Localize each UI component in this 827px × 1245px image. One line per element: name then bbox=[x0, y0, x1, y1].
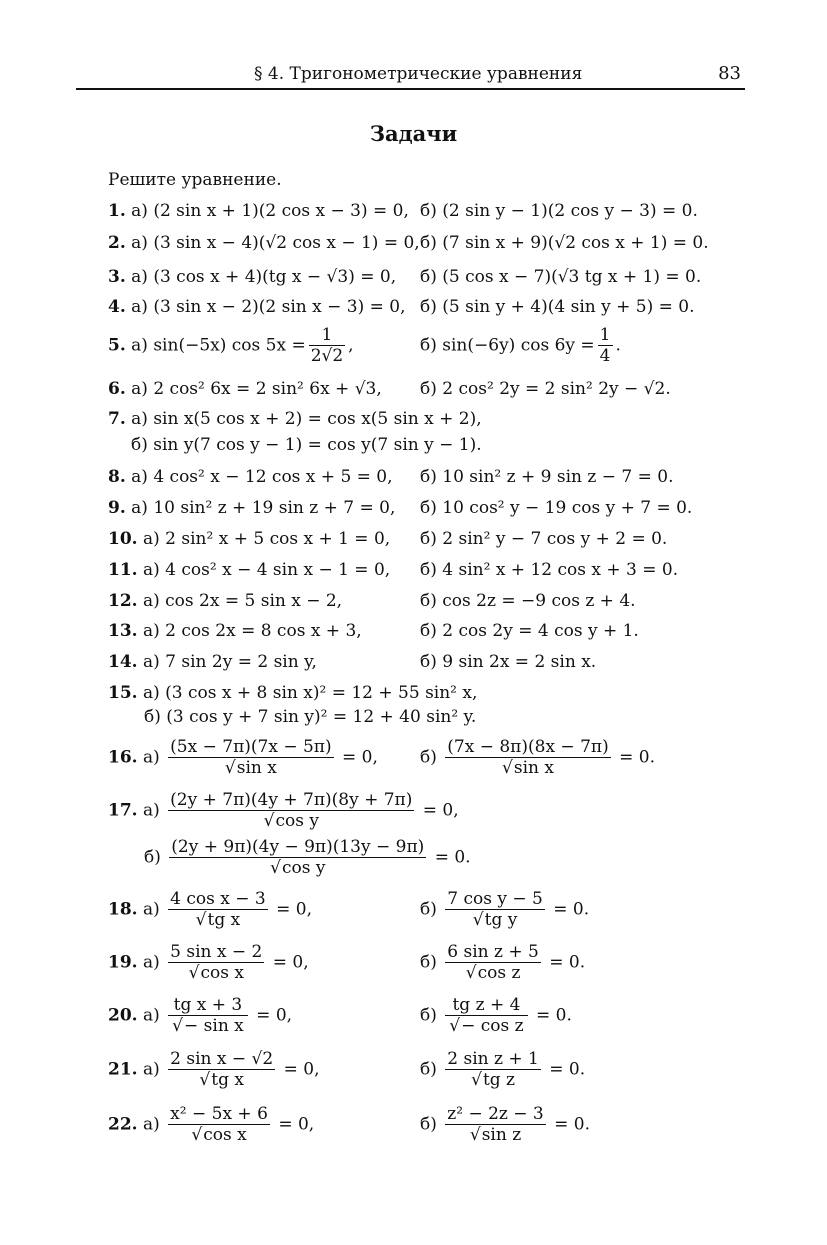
numerator: (5x − 7π)(7x − 5π) bbox=[170, 737, 332, 757]
problem-number: 20. bbox=[108, 1005, 138, 1026]
part-label: б) bbox=[420, 1059, 437, 1080]
part-label: а) bbox=[142, 800, 160, 821]
problem-1 bbox=[108, 200, 409, 222]
numerator: 4 cos x − 3 bbox=[170, 889, 266, 909]
fraction bbox=[445, 1050, 541, 1090]
fraction bbox=[445, 1105, 545, 1145]
problem-a: а) cos 2x = 5 sin x − 2, bbox=[142, 591, 343, 611]
denominator bbox=[168, 910, 268, 930]
punct: = 0, bbox=[278, 1114, 315, 1135]
denominator bbox=[168, 811, 414, 831]
numerator: (7x − 8π)(8x − 7π) bbox=[447, 737, 609, 757]
sqrt: √ sin z bbox=[468, 1124, 523, 1145]
problem-11-b: б) 4 sin² x + 12 cos x + 3 = 0. bbox=[420, 560, 679, 580]
sqrt: √ − cos z bbox=[447, 1015, 525, 1036]
problem-1-b: б) (2 sin y − 1)(2 cos y − 3) = 0. bbox=[420, 201, 698, 221]
sqrt: √ cos x bbox=[189, 1124, 248, 1145]
problem-number: 18. bbox=[108, 899, 138, 920]
part-label: б) bbox=[144, 847, 161, 868]
punct: = 0. bbox=[549, 1059, 586, 1080]
fraction bbox=[445, 890, 545, 930]
problem-6-b: б) 2 cos² 2y = 2 sin² 2y − √2. bbox=[420, 379, 671, 399]
fraction bbox=[445, 943, 541, 983]
fraction bbox=[309, 326, 345, 366]
section-title: Задачи bbox=[369, 121, 458, 146]
numerator: 1 bbox=[309, 326, 345, 346]
problem-3 bbox=[108, 266, 396, 288]
numerator: 7 cos y − 5 bbox=[447, 889, 543, 909]
denominator: 2√2 bbox=[310, 346, 344, 366]
problem-13 bbox=[108, 620, 362, 642]
sqrt: √ tg x bbox=[197, 1069, 246, 1090]
problem-5-b bbox=[420, 326, 621, 366]
fraction bbox=[168, 791, 414, 831]
problem-number: 6. bbox=[108, 379, 126, 399]
sqrt: √ cos z bbox=[464, 962, 523, 983]
problem-number: 11. bbox=[108, 560, 138, 580]
problem-7-b: б) sin y(7 cos y − 1) = cos y(7 sin y − 1). bbox=[131, 435, 482, 455]
sqrt: √ cos x bbox=[187, 962, 246, 983]
part-label: б) bbox=[420, 747, 437, 768]
denominator bbox=[445, 1016, 527, 1036]
problem-number: 15. bbox=[108, 683, 138, 703]
problem-number: 10. bbox=[108, 529, 138, 549]
fraction bbox=[168, 996, 248, 1036]
denominator bbox=[445, 1125, 545, 1145]
problem-a: а) sin(−5x) cos 5x = bbox=[131, 335, 306, 356]
fraction bbox=[169, 838, 426, 878]
denominator bbox=[168, 758, 333, 778]
problem-11 bbox=[108, 559, 390, 581]
punct: , bbox=[348, 335, 354, 356]
problem-17 bbox=[108, 791, 459, 831]
problem-20 bbox=[108, 996, 292, 1036]
problem-number: 13. bbox=[108, 621, 138, 641]
problem-number: 3. bbox=[108, 267, 126, 287]
problem-a: а) 2 sin² x + 5 cos x + 1 = 0, bbox=[142, 529, 391, 549]
fraction bbox=[168, 943, 264, 983]
part-label: б) bbox=[420, 1005, 437, 1026]
problem-14-b: б) 9 sin 2x = 2 sin x. bbox=[420, 652, 597, 672]
problem-number: 14. bbox=[108, 652, 138, 672]
problem-number: 7. bbox=[108, 409, 126, 429]
part-label: а) bbox=[142, 899, 160, 920]
problem-number: 19. bbox=[108, 952, 138, 973]
fraction bbox=[445, 738, 610, 778]
fraction bbox=[168, 1105, 270, 1145]
problem-a: а) 4 cos² x − 4 sin x − 1 = 0, bbox=[142, 560, 391, 580]
problem-16 bbox=[108, 738, 378, 778]
punct: = 0. bbox=[553, 899, 590, 920]
problem-a: а) (3 cos x + 4)(tg x − √3) = 0, bbox=[131, 267, 397, 287]
punct: = 0, bbox=[256, 1005, 293, 1026]
denominator bbox=[445, 963, 541, 983]
sqrt: √ sin x bbox=[500, 757, 556, 778]
punct: = 0, bbox=[272, 952, 309, 973]
problem-22-b bbox=[420, 1105, 590, 1145]
problem-19 bbox=[108, 943, 309, 983]
problem-16-b bbox=[420, 738, 655, 778]
sqrt: √ sin x bbox=[223, 757, 279, 778]
part-label: а) bbox=[142, 747, 160, 768]
part-label: б) bbox=[420, 899, 437, 920]
denominator bbox=[168, 1070, 275, 1090]
problem-12-b: б) cos 2z = −9 cos z + 4. bbox=[420, 591, 636, 611]
problem-number: 1. bbox=[108, 201, 126, 221]
problem-22 bbox=[108, 1105, 314, 1145]
problem-a: а) (2 sin x + 1)(2 cos x − 3) = 0, bbox=[131, 201, 409, 221]
page-number: 83 bbox=[718, 63, 741, 84]
punct: = 0. bbox=[549, 952, 586, 973]
denominator bbox=[169, 858, 426, 878]
punct: = 0. bbox=[619, 747, 655, 768]
punct: . bbox=[615, 335, 621, 356]
problem-18 bbox=[108, 890, 312, 930]
problem-21 bbox=[108, 1050, 319, 1090]
problem-21-b bbox=[420, 1050, 585, 1090]
page-header bbox=[76, 60, 745, 90]
problem-a: а) 4 cos² x − 12 cos x + 5 = 0, bbox=[131, 467, 393, 487]
problem-number: 22. bbox=[108, 1114, 138, 1135]
numerator: z² − 2z − 3 bbox=[447, 1104, 544, 1124]
problem-a: а) 2 cos 2x = 8 cos x + 3, bbox=[142, 621, 362, 641]
sqrt: √ cos y bbox=[262, 810, 321, 831]
numerator: 6 sin z + 5 bbox=[447, 942, 539, 962]
fraction bbox=[168, 890, 268, 930]
problem-8 bbox=[108, 466, 393, 488]
numerator: 2 sin x − √2 bbox=[170, 1049, 274, 1069]
problem-number: 4. bbox=[108, 297, 126, 317]
numerator: (2y + 7π)(4y + 7π)(8y + 7π) bbox=[170, 790, 413, 810]
sqrt: √ tg x bbox=[194, 909, 243, 930]
numerator: 1 bbox=[599, 325, 611, 345]
problem-a: а) 2 cos² 6x = 2 sin² 6x + √3, bbox=[131, 379, 382, 399]
problem-a: а) (3 cos x + 8 sin x)² = 12 + 55 sin² x, bbox=[142, 683, 478, 703]
denominator: 4 bbox=[599, 346, 611, 366]
denominator bbox=[445, 758, 610, 778]
problem-20-b bbox=[420, 996, 572, 1036]
part-label: а) bbox=[142, 1059, 160, 1080]
problem-number: 12. bbox=[108, 591, 138, 611]
numerator: x² − 5x + 6 bbox=[170, 1104, 268, 1124]
punct: = 0, bbox=[283, 1059, 320, 1080]
running-title: § 4. Тригонометрические уравнения bbox=[254, 64, 583, 84]
problem-2 bbox=[108, 232, 420, 254]
sqrt: √ − sin x bbox=[170, 1015, 246, 1036]
problem-number: 5. bbox=[108, 335, 126, 356]
punct: = 0. bbox=[536, 1005, 572, 1026]
problem-b: б) sin(−6y) cos 6y = bbox=[420, 335, 595, 356]
fraction bbox=[445, 996, 527, 1036]
problem-a: а) 7 sin 2y = 2 sin y, bbox=[142, 652, 317, 672]
fraction bbox=[168, 1050, 275, 1090]
denominator bbox=[168, 1125, 270, 1145]
problem-4-b: б) (5 sin y + 4)(4 sin y + 5) = 0. bbox=[420, 297, 695, 317]
problem-10-b: б) 2 sin² y − 7 cos y + 2 = 0. bbox=[420, 529, 668, 549]
problem-a: а) (3 sin x − 2)(2 sin x − 3) = 0, bbox=[131, 297, 406, 317]
numerator: 2 sin z + 1 bbox=[447, 1049, 539, 1069]
part-label: б) bbox=[420, 952, 437, 973]
problem-number: 2. bbox=[108, 233, 126, 253]
problem-8-b: б) 10 sin² z + 9 sin z − 7 = 0. bbox=[420, 467, 674, 487]
problem-17-b bbox=[144, 838, 471, 878]
numerator: (2y + 9π)(4y − 9π)(13y − 9π) bbox=[171, 837, 425, 857]
punct: = 0. bbox=[434, 847, 471, 868]
problem-number: 16. bbox=[108, 747, 138, 768]
fraction bbox=[598, 326, 613, 366]
numerator: tg x + 3 bbox=[168, 996, 248, 1016]
problem-2-b: б) (7 sin x + 9)(√2 cos x + 1) = 0. bbox=[420, 233, 709, 253]
denominator bbox=[445, 1070, 541, 1090]
part-label: а) bbox=[142, 952, 160, 973]
problem-9-b: б) 10 cos² y − 19 cos y + 7 = 0. bbox=[420, 498, 693, 518]
problem-12 bbox=[108, 590, 342, 612]
problem-19-b bbox=[420, 943, 585, 983]
problem-13-b: б) 2 cos 2y = 4 cos y + 1. bbox=[420, 621, 639, 641]
problem-number: 17. bbox=[108, 800, 138, 821]
problem-a: а) 10 sin² z + 19 sin z + 7 = 0, bbox=[131, 498, 396, 518]
problem-number: 8. bbox=[108, 467, 126, 487]
problem-3-b: б) (5 cos x − 7)(√3 tg x + 1) = 0. bbox=[420, 267, 702, 287]
problem-5 bbox=[108, 326, 354, 366]
punct: = 0, bbox=[342, 747, 378, 768]
problem-10 bbox=[108, 528, 390, 550]
problem-a: а) (3 sin x − 4)(√2 cos x − 1) = 0, bbox=[131, 233, 420, 253]
problem-number: 9. bbox=[108, 498, 126, 518]
intro-text: Решите уравнение. bbox=[108, 170, 282, 190]
problem-14 bbox=[108, 651, 317, 673]
denominator bbox=[168, 1016, 248, 1036]
fraction bbox=[168, 738, 333, 778]
denominator bbox=[445, 910, 545, 930]
denominator bbox=[168, 963, 264, 983]
part-label: а) bbox=[142, 1005, 160, 1026]
sqrt: √ cos y bbox=[268, 857, 327, 878]
punct: = 0, bbox=[422, 800, 459, 821]
problem-a: а) sin x(5 cos x + 2) = cos x(5 sin x + 2), bbox=[131, 409, 482, 429]
problem-9 bbox=[108, 497, 395, 519]
problem-4 bbox=[108, 296, 406, 318]
problem-number: 21. bbox=[108, 1059, 138, 1080]
problem-18-b bbox=[420, 890, 589, 930]
problem-7 bbox=[108, 408, 482, 430]
punct: = 0, bbox=[276, 899, 313, 920]
punct: = 0. bbox=[554, 1114, 591, 1135]
numerator: tg z + 4 bbox=[445, 996, 527, 1016]
problem-15 bbox=[108, 682, 477, 704]
part-label: б) bbox=[420, 1114, 437, 1135]
problem-6 bbox=[108, 378, 382, 400]
sqrt: √ tg z bbox=[469, 1069, 517, 1090]
problem-15-b: б) (3 cos y + 7 sin y)² = 12 + 40 sin² y. bbox=[144, 707, 477, 727]
part-label: а) bbox=[142, 1114, 160, 1135]
sqrt: √ tg y bbox=[471, 909, 520, 930]
numerator: 5 sin x − 2 bbox=[170, 942, 263, 962]
